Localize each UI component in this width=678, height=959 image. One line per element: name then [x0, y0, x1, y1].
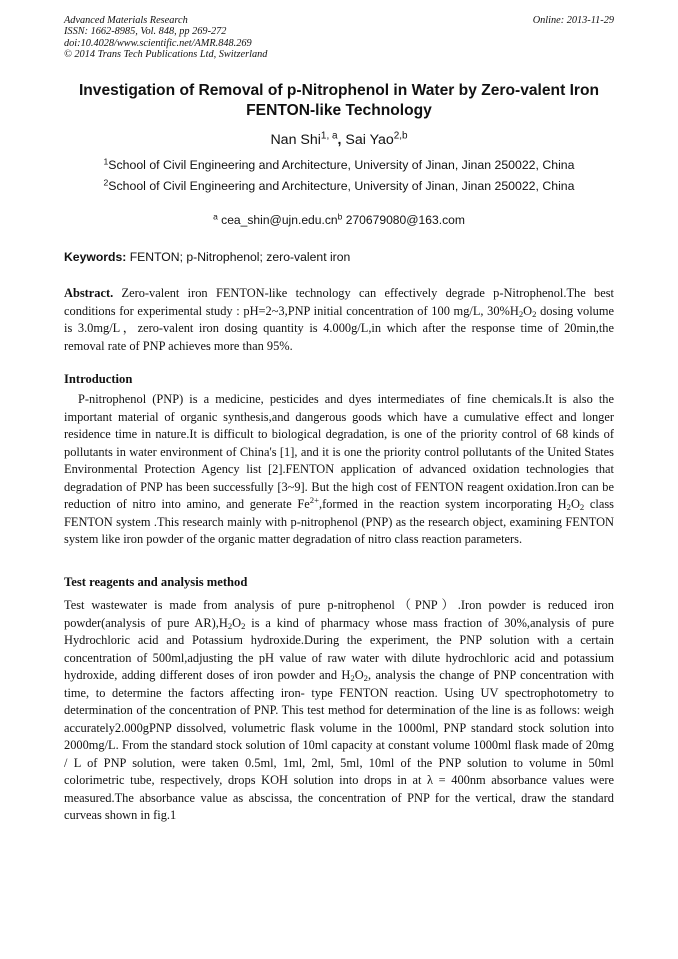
abstract-sub-1: 2 — [518, 308, 524, 319]
keywords-text: FENTON; p-Nitrophenol; zero-valent iron — [126, 250, 351, 264]
intro-text-2: ,formed in the reaction system incorporating H — [318, 497, 567, 511]
paper-title: Investigation of Removal of p-Nitrophenol in Water by Zero-valent Iron FENTON-like Technology — [78, 82, 600, 119]
test-sub-2: 2 — [241, 620, 246, 631]
test-sub-3: 2 — [350, 673, 355, 684]
keywords-label: Keywords: — [64, 250, 127, 264]
email-b[interactable]: 270679080@163.com — [342, 213, 465, 227]
test-sub-1: 2 — [227, 620, 233, 631]
author-1-mark: 1, a — [320, 130, 338, 142]
intro-text-3: O — [570, 497, 580, 511]
doi-line: doi:10.4028/www.scientific.net/AMR.848.269 — [64, 37, 252, 49]
running-header — [64, 15, 614, 60]
author-separator: , — [337, 132, 346, 148]
journal-info — [64, 15, 614, 60]
test-text-2: O — [232, 615, 242, 630]
abstract-paragraph — [64, 285, 614, 355]
issn-line: ISSN: 1662-8985, Vol. 848, pp 269-272 — [64, 26, 227, 38]
intro-sub-1: 2 — [566, 502, 571, 513]
test-section-heading: Test reagents and analysis method — [64, 575, 248, 589]
author-2-mark: 2,b — [393, 130, 408, 142]
online-date: Online: 2013-11-29 — [532, 15, 614, 26]
author-line — [0, 132, 678, 148]
email-b-mark: b — [337, 211, 343, 222]
intro-sub-2: 2 — [579, 502, 585, 513]
affiliation-1-text: School of Civil Engineering and Architecture, University of Jinan, Jinan 250022, China — [108, 158, 575, 172]
email-line — [0, 213, 678, 227]
affiliation-2 — [0, 179, 678, 193]
author-1-name: Nan Shi — [270, 132, 321, 148]
intro-sup-1: 2+ — [309, 495, 319, 506]
journal-name: Advanced Materials Research — [64, 15, 188, 26]
email-a[interactable]: cea_shin@ujn.edu.cn — [217, 213, 338, 227]
intro-text-1: P-nitrophenol (PNP) is a medicine, pesticides and dyes intermediates of fine chemicals.It is also the important material of organic synthesis,and dangerous goods which have a cumulative effect and longer residence time in nature.It is difficult to biological degradation, is one of the priority control of 68 kinds of pollutants in water environment of China's [1], and it is one the priority control pollutants of the United States Environmental Protection Agency list [2].FENTON application of advanced oxidation technologies that degradation of PNP has been successfully [3~9]. But the high cost of FENTON reagent oxidation.Iron can be reduction of nitro into amino, and generate Fe — [64, 392, 614, 511]
abstract-sub-2: 2 — [532, 308, 537, 319]
test-section-paragraph — [64, 597, 614, 825]
introduction-heading: Introduction — [64, 372, 133, 386]
abstract-label: Abstract. — [64, 286, 114, 300]
abstract-text-3: dosing volume is 3.0mg/L，zero-valent iron dosing quantity is 4.000g/L,in which after the response time of 20min,the removal rate of PNP achieves more than 95%. — [64, 303, 614, 353]
intro-text-4: class FENTON system .This research mainly with p-nitrophenol (PNP) as the research object, examining FENTON system like iron powder of the organic matter degradation of nitro class reaction parameters. — [64, 497, 615, 546]
affiliation-1-mark: 1 — [103, 156, 109, 167]
test-text-3: is a kind of pharmacy whose mass fraction of 30%,analysis of pure Hydrochloric acid and Potassium hydroxide.During the experiment, the PNP solution with a certain concentration of 500ml,adjusting the pH value of raw water with dilute hydrochloric acid and potassium hydroxide, adding different doses of iron powder and H — [64, 615, 614, 682]
affiliation-2-mark: 2 — [103, 177, 109, 188]
test-text-1: Test wastewater is made from analysis of pure p-nitrophenol（PNP）.Iron powder is reduced iron powder(analysis of pure AR),H — [64, 598, 614, 630]
email-a-mark: a — [213, 211, 218, 222]
affiliation-2-text: School of Civil Engineering and Architecture, University of Jinan, Jinan 250022, China — [108, 179, 575, 193]
affiliation-1 — [0, 158, 678, 172]
author-2-name: Sai Yao — [345, 132, 394, 148]
test-text-4: O — [354, 668, 364, 682]
test-sub-4: 2 — [363, 673, 368, 684]
test-text-5: , analysis the change of PNP concentration with time, to determine the factors affecting iron- type FENTON reaction. Using UV spectrophotometry to determination of the concentration of PNP. This test method for determination of the line is as follows: weigh accurately2.000gPNP dissolved, volumetric flask volume in the 1000ml, PNP standard stock solution into 2000mg/L. From the standard stock solution of 10ml capacity at constant volume 1000ml flask made of 20mg / L of PNP solution, were taken 0.5ml, 1ml, 2ml, 5ml, 10ml of the PNP solution to volume in 50ml colorimetric tube, respectively, drops KOH solution into drops in at λ = 400nm absorbance values were measured.The absorbance value as abscissa, the concentration of PNP for the vertical, draw the standard curveas shown in fig.1 — [64, 668, 614, 822]
abstract-text-1: Zero-valent iron FENTON-like technology can effectively degrade p-Nitrophenol.The best conditions for experimental study : pH=2~3,PNP initial concentration of 100 mg/L, 30%H — [64, 286, 614, 318]
introduction-paragraph — [64, 391, 614, 549]
abstract-text-2: O — [523, 303, 533, 318]
copyright-line: © 2014 Trans Tech Publications Ltd, Switzerland — [64, 48, 268, 60]
keywords — [64, 250, 350, 264]
